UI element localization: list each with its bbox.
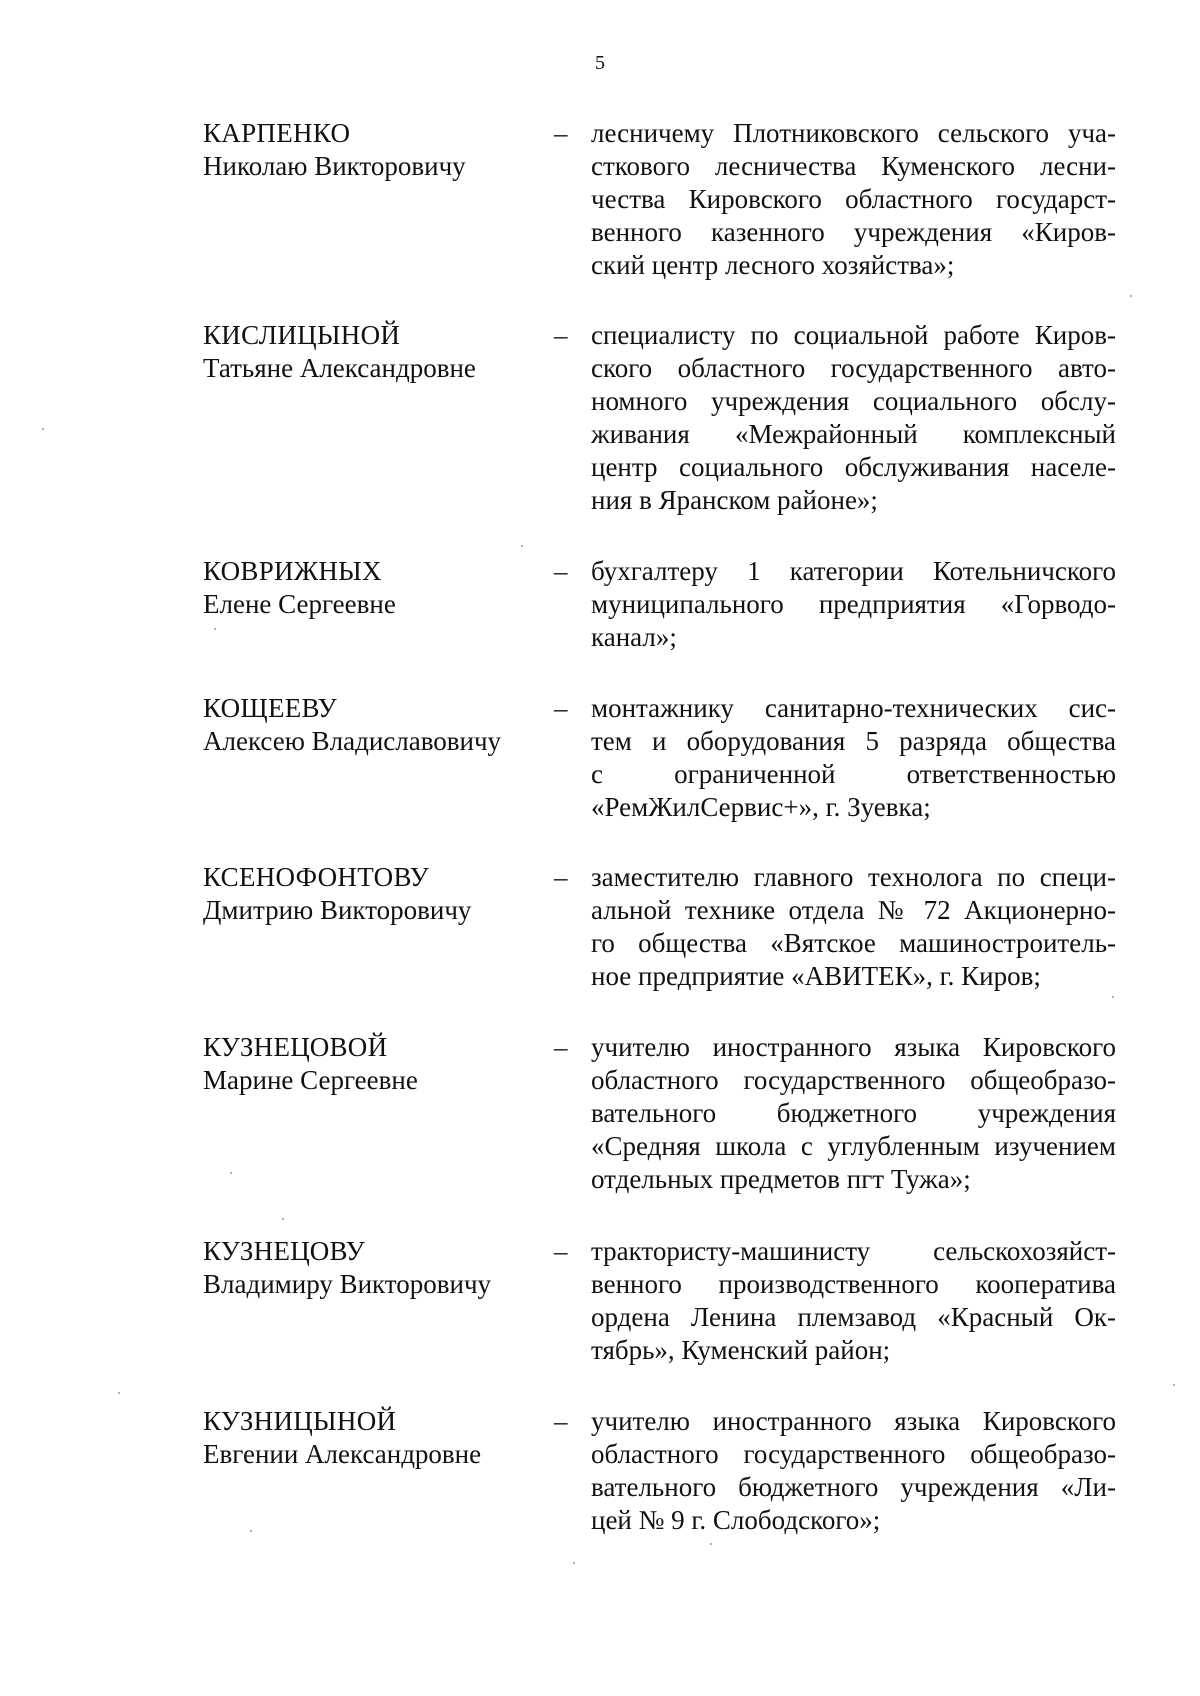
person-given-name: Евгении Александровне	[203, 1439, 482, 1469]
position-description	[591, 861, 1116, 993]
person-surname: КУЗНЕЦОВУ	[203, 1236, 366, 1266]
description-line: ордена Ленина племзавод «Красный Ок-	[591, 1302, 1116, 1332]
entry-dash: –	[554, 862, 568, 892]
description-line: центр социального обслуживания населе-	[591, 452, 1116, 482]
entry-dash: –	[554, 1236, 568, 1266]
position-description	[591, 117, 1116, 282]
position-description	[591, 555, 1116, 654]
description-line: тем и оборудования 5 разряда общества	[591, 726, 1116, 756]
description-line: сткового лесничества Куменского лесни-	[591, 151, 1116, 181]
position-description	[591, 319, 1116, 517]
description-line: ский центр лесного хозяйства»;	[591, 250, 955, 280]
person-name	[203, 1235, 543, 1301]
description-line: живания «Межрайонный комплексный	[591, 419, 1116, 449]
entry-dash: –	[554, 693, 568, 723]
scan-speck	[1112, 996, 1114, 998]
person-given-name: Дмитрию Викторовичу	[203, 895, 472, 925]
description-line: заместителю главного технолога по специ-	[591, 862, 1116, 892]
person-surname: КУЗНЕЦОВОЙ	[203, 1032, 388, 1062]
entry-dash: –	[554, 556, 568, 586]
description-line: лесничему Плотниковского сельского уча-	[591, 118, 1116, 148]
person-given-name: Елене Сергеевне	[203, 589, 396, 619]
person-given-name: Алексею Владиславовичу	[203, 726, 502, 756]
person-given-name: Марине Сергеевне	[203, 1065, 418, 1095]
scan-speck	[230, 1172, 232, 1174]
scan-speck	[42, 428, 44, 430]
description-line: вательного бюджетного учреждения	[591, 1098, 1116, 1128]
entry-dash: –	[554, 1032, 568, 1062]
person-name	[203, 1031, 543, 1097]
description-line: венного казенного учреждения «Киров-	[591, 217, 1116, 247]
person-given-name: Татьяне Александровне	[203, 353, 476, 383]
scan-speck	[282, 1218, 284, 1220]
description-line: чества Кировского областного государст-	[591, 184, 1116, 214]
description-line: номного учреждения социального обслу-	[591, 386, 1116, 416]
person-name	[203, 692, 543, 758]
position-description	[591, 692, 1116, 824]
description-line: учителю иностранного языка Кировского	[591, 1406, 1116, 1436]
description-line: с ограниченной ответственностью	[591, 759, 1116, 789]
person-given-name: Владимиру Викторовичу	[203, 1269, 492, 1299]
description-line: учителю иностранного языка Кировского	[591, 1032, 1116, 1062]
position-description	[591, 1031, 1116, 1196]
description-line: ное предприятие «АВИТЕК», г. Киров;	[591, 961, 1041, 991]
person-name	[203, 555, 543, 621]
description-line: бухгалтеру 1 категории Котельничского	[591, 556, 1116, 586]
scan-speck	[118, 1392, 120, 1394]
description-line: муниципального предприятия «Горводо-	[591, 589, 1116, 619]
entry-dash: –	[554, 1406, 568, 1436]
description-line: монтажнику санитарно-технических сис-	[591, 693, 1116, 723]
description-line: альной технике отдела № 72 Акционерно-	[591, 895, 1116, 925]
description-line: цей № 9 г. Слободского»;	[591, 1505, 881, 1535]
scan-speck	[1130, 295, 1132, 297]
scan-speck	[214, 628, 216, 630]
person-surname: КСЕНОФОНТОВУ	[203, 862, 429, 892]
description-line: тябрь», Куменский район;	[591, 1335, 891, 1365]
description-line: венного производственного кооператива	[591, 1269, 1116, 1299]
description-line: ния в Яранском районе»;	[591, 485, 878, 515]
scan-speck	[521, 545, 523, 547]
description-line: областного государственного общеобразо-	[591, 1439, 1116, 1469]
person-name	[203, 117, 543, 183]
description-line: го общества «Вятское машиностроитель-	[591, 928, 1116, 958]
description-line: областного государственного общеобразо-	[591, 1065, 1116, 1095]
description-line: специалисту по социальной работе Киров-	[591, 320, 1116, 350]
scan-speck	[710, 1543, 712, 1545]
description-line: «РемЖилСервис+», г. Зуевка;	[591, 792, 931, 822]
description-line: ского областного государственного авто-	[591, 353, 1116, 383]
position-description	[591, 1235, 1116, 1367]
person-name	[203, 319, 543, 385]
description-line: канал»;	[591, 622, 677, 652]
description-line: трактористу-машинисту сельскохозяйст-	[591, 1236, 1116, 1266]
person-surname: КУЗНИЦЫНОЙ	[203, 1406, 397, 1436]
scan-speck	[573, 1562, 575, 1564]
person-surname: КИСЛИЦЫНОЙ	[203, 320, 401, 350]
person-surname: КОЩЕЕВУ	[203, 693, 338, 723]
description-line: вательного бюджетного учреждения «Ли-	[591, 1472, 1116, 1502]
page-number: 5	[595, 52, 605, 74]
entry-dash: –	[554, 320, 568, 350]
person-given-name: Николаю Викторовичу	[203, 151, 466, 181]
scan-speck	[1173, 1384, 1175, 1386]
scan-speck	[250, 1530, 252, 1532]
person-name	[203, 861, 543, 927]
person-surname: КАРПЕНКО	[203, 118, 351, 148]
person-surname: КОВРИЖНЫХ	[203, 556, 382, 586]
entry-dash: –	[554, 118, 568, 148]
person-name	[203, 1405, 543, 1471]
description-line: «Средняя школа с углубленным изучением	[591, 1131, 1116, 1161]
position-description	[591, 1405, 1116, 1537]
description-line: отдельных предметов пгт Тужа»;	[591, 1164, 971, 1194]
